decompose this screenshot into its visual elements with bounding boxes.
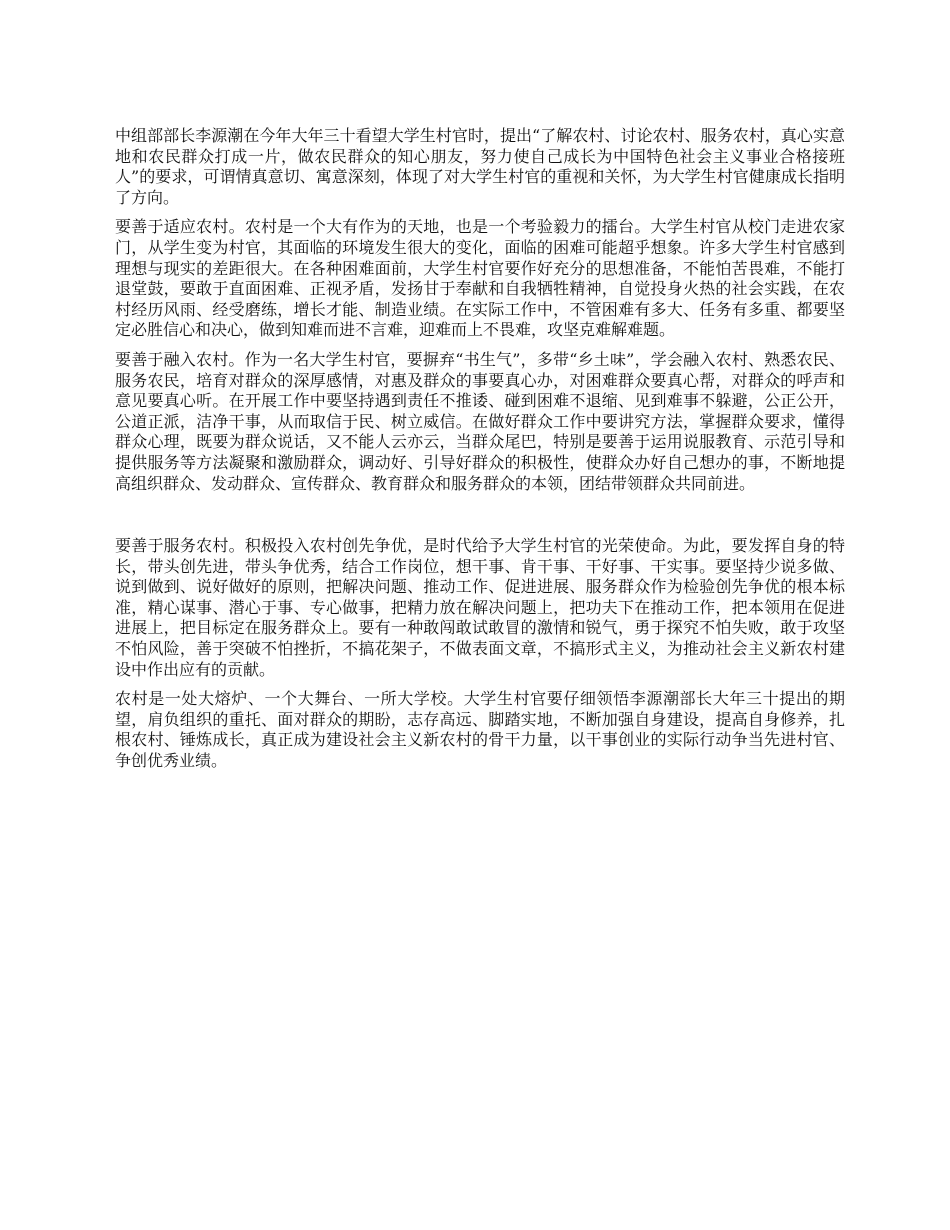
paragraph-serve-countryside: 要善于服务农村。积极投入农村创先争优，是时代给予大学生村官的光荣使命。为此，要发挥自身的特长，带头创先进，带头争优秀，结合工作岗位，想干事、肯干事、干好事、干实事。要坚持少说多做、说到做到、说好做好的原则，把解决问题、推动工作、促进进展、服务群众作为检验创先争优的根本标准，精心谋事、潜心于事、专心做事，把精力放在解决问题上，把功夫下在推动工作，把本领用在促进进展上，把目标定在服务群众上。要有一种敢闯敢试敢冒的激情和锐气，勇于探究不怕失败，敢于攻坚不怕风险，善于突破不怕挫折，不搞花架子，不做表面文章，不搞形式主义，为推动社会主义新农村建设中作出应有的贡献。 [115, 536, 845, 679]
document-body [115, 126, 845, 781]
paragraph-intro: 中组部部长李源潮在今年大年三十看望大学生村官时，提出“了解农村、讨论农村、服务农村，真心实意地和农民群众打成一片，做农民群众的知心朋友，努力使自己成长为中国特色社会主义事业合格接班人”的要求，可谓情真意切、寓意深刻，体现了对大学生村官的重视和关怀，为大学生村官健康成长指明了方向。 [115, 126, 845, 207]
paragraph-integrate-into-countryside: 要善于融入农村。作为一名大学生村官，要摒弃“书生气”，多带“乡土味”，学会融入农村、熟悉农民、服务农民，培育对群众的深厚感情，对惠及群众的事要真心办，对困难群众要真心帮，对群众的呼声和意见要真心听。在开展工作中要坚持遇到责任不推诿、碰到困难不退缩、见到难事不躲避，公正公开，公道正派，洁净干事，从而取信于民、树立威信。在做好群众工作中要讲究方法，掌握群众要求，懂得群众心理，既要为群众说话，又不能人云亦云，当群众尾巴，特别是要善于运用说服教育、示范引导和提供服务等方法凝聚和激励群众，调动好、引导好群众的积极性，使群众办好自己想办的事，不断地提高组织群众、发动群众、宣传群众、教育群众和服务群众的本领，团结带领群众共同前进。 [115, 349, 845, 493]
paragraph-conclusion: 农村是一处大熔炉、一个大舞台、一所大学校。大学生村官要仔细领悟李源潮部长大年三十提出的期望，肩负组织的重托、面对群众的期盼，志存高远、脚踏实地，不断加强自身建设，提高自身修养，扎根农村、锤炼成长，真正成为建设社会主义新农村的骨干力量，以干事创业的实际行动争当先进村官、争创优秀业绩。 [115, 689, 845, 771]
paragraph-adapt-to-countryside: 要善于适应农村。农村是一个大有作为的天地，也是一个考验毅力的擂台。大学生村官从校门走进农家门，从学生变为村官，其面临的环境发生很大的变化，面临的困难可能超乎想象。许多大学生村官感到理想与现实的差距很大。在各种困难面前，大学生村官要作好充分的思想准备，不能怕苦畏难，不能打退堂鼓，要敢于直面困难、正视矛盾，发扬甘于奉献和自我牺牲精神，自觉投身火热的社会实践，在农村经历风雨、经受磨练，增长才能、制造业绩。在实际工作中，不管困难有多大、任务有多重、都要坚定必胜信心和决心，做到知难而进不言难，迎难而上不畏难，攻坚克难解难题。 [115, 217, 845, 340]
